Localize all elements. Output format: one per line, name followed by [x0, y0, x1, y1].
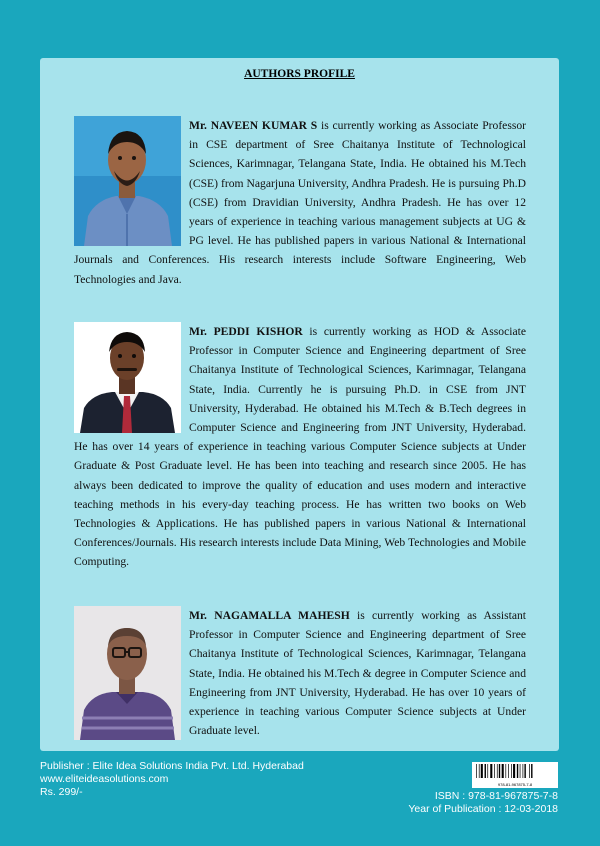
barcode-bar	[494, 764, 495, 778]
barcode-bar	[529, 764, 530, 778]
author-bio: is currently working as Assistant Professor in Computer Science and Engineering department of Sree Chaitanya Institute of Technological Sciences, Karimnagar, Telangana State, India. He obtained his M.Tech & degree in Computer Science and Engineering from JNT University, Hyderabad. He has over 10 years of experience in teaching various Computer Science subjects at Under Graduate level.	[189, 609, 526, 738]
barcode-bar	[476, 764, 477, 778]
barcode-bar	[520, 764, 521, 778]
author-bio-paragraph	[74, 606, 526, 740]
barcode-bar	[505, 764, 506, 778]
author-photo	[74, 606, 181, 740]
author-name: Mr. NAVEEN KUMAR S	[189, 119, 318, 132]
publisher-name: Publisher : Elite Idea Solutions India Pvt. Ltd. Hyderabad	[40, 760, 304, 772]
page-heading: AUTHORS PROFILE	[244, 68, 355, 80]
author-bio-paragraph	[74, 116, 526, 289]
barcode-bar	[497, 764, 498, 778]
barcode-bar	[479, 764, 480, 778]
publisher-website: www.eliteideasolutions.com	[40, 773, 169, 785]
isbn-block	[408, 762, 558, 816]
author-bio-paragraph	[74, 322, 526, 572]
author-photo	[74, 116, 181, 246]
barcode-bar	[517, 764, 518, 778]
isbn: ISBN : 978-81-967875-7-8	[434, 790, 558, 802]
barcode-bar	[490, 764, 492, 778]
author-photo	[74, 322, 181, 433]
barcode-number: 978-81-967875-7-8	[497, 782, 533, 787]
author-profile	[74, 606, 526, 742]
profile-panel	[40, 58, 559, 751]
barcode-bar	[499, 764, 500, 778]
author-name: Mr. PEDDI KISHOR	[189, 325, 303, 338]
barcode	[472, 762, 558, 788]
barcode-bar	[531, 764, 532, 778]
author-profile	[74, 116, 526, 289]
barcode-bar	[513, 764, 515, 778]
publisher-info	[40, 760, 304, 799]
barcode-icon	[475, 764, 555, 778]
barcode-bar	[502, 764, 504, 778]
barcode-bar	[508, 764, 509, 778]
author-bio: is currently working as HOD & Associate Professor in Computer Science and Engineering department of Sree Chaitanya Institute of Technological Sciences, Karimnagar, Telangana State, India. Currently he is pursuing Ph.D. in CSE from JNT University, Hyderabad. He obtained his M.Tech & B.Tech degrees in Computer Science and Engineering from JNT University, Hyderabad. He has over 14 years of experience in teaching various Computer Science subjects at Under Graduate & Post Graduate level. He has been into teaching and research since 2005. He has always been dedicated to improve the quality of education and uses modern and interactive teaching methods in his every-day teaching process. He has written two books on Web Technologies & Applications. He has published papers in various National & International Conferences/Journals. His research interests include Data Mining, Web Technologies and Mobile Computing.	[74, 325, 526, 569]
author-bio: is currently working as Associate Professor in CSE department of Sree Chaitanya Institute of Technological Sciences, Karimnagar, Telangana State, India. He obtained his M.Tech (CSE) from Nagarjuna University, Andhra Pradesh. He is pursuing Ph.D (CSE) from Dravidian University, Andhra Pradesh. He has over 12 years of experience in teaching various management subjects at UG & PG level. He has published papers in various National & International Journals and Conferences. His research interests include Software Engineering, Web Technologies and Java.	[74, 119, 527, 286]
author-profile	[74, 322, 526, 572]
barcode-bar	[481, 764, 483, 778]
barcode-bar	[511, 764, 512, 778]
publication-year: Year of Publication : 12-03-2018	[408, 803, 558, 815]
barcode-bar	[524, 764, 525, 778]
barcode-bar	[487, 764, 488, 778]
barcode-bar	[485, 764, 486, 778]
author-name: Mr. NAGAMALLA MAHESH	[189, 609, 350, 622]
price: Rs. 299/-	[40, 786, 83, 798]
barcode-bar	[523, 764, 524, 778]
